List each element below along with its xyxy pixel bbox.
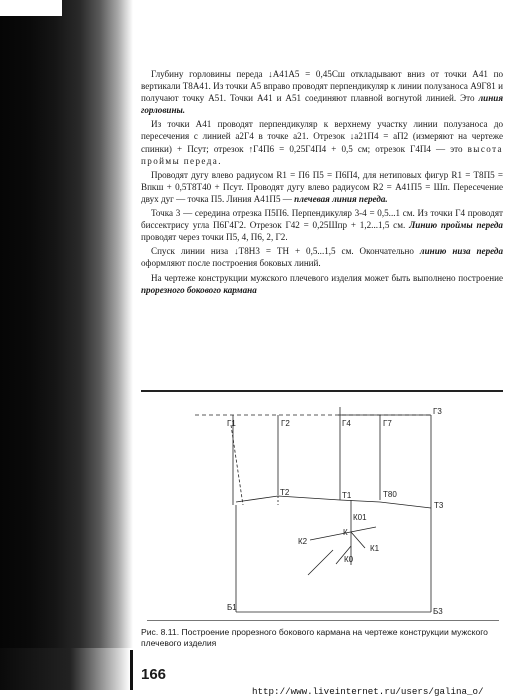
label-t1: Т1 xyxy=(342,491,352,500)
term-pocket: прорезного бокового кармана xyxy=(141,284,257,295)
label-g4: Г4 xyxy=(342,419,351,428)
term-hem-line: линию низа переда xyxy=(419,246,503,257)
scan-binding-shadow xyxy=(0,0,133,700)
paragraph-pocket: На чертеже конструкции мужского плечевого изделия может быть выполнено построение прорезного бокового кармана xyxy=(141,272,503,295)
label-g7: Г7 xyxy=(383,419,392,428)
paragraph-neck: Глубину горловины переда ↓А41А5 = 0,45Сш откладывают вниз от точки А41 по вертикали Т8А41. Из точки А5 вправо проводят перпендикуляр к линии полузаноса А9Г81 и получают точку А51. Точки А41 и А51 соединяют плавной вогнутой линией. Это линия горловины. xyxy=(141,69,503,116)
paragraph-shoulder: Проводят дугу влево радиусом R1 = П6 П5 = П6П4, для нетиповых фигур R1 = Т8П5 = Впкш + 0,5Т8Т40 + Псут. Проводят дугу влево радиусом R2 = А41П5 = Шп. Пересечение двух дуг — точка П5. Линия А41П5 — плечевая линия переда. xyxy=(141,169,503,204)
scan-margin-bottom xyxy=(0,690,140,700)
label-b3: Б3 xyxy=(433,607,443,616)
page-number-bar xyxy=(130,650,133,690)
label-b1: Б1 xyxy=(227,603,237,612)
term-armhole-line: Линию проймы переда xyxy=(409,220,503,231)
label-g2: Г2 xyxy=(281,419,290,428)
label-k0: К0 xyxy=(344,555,354,564)
label-k: К xyxy=(343,528,348,537)
figure-bottom-rule xyxy=(147,620,499,621)
term-neck-line: линия горловины. xyxy=(141,93,503,116)
label-g3: Г3 xyxy=(433,407,442,416)
term-shoulder-line: плечевая линия переда. xyxy=(294,193,388,204)
scan-margin-top xyxy=(0,0,62,16)
label-t2: Т2 xyxy=(280,488,290,497)
term-armhole-depth: высота проймы переда. xyxy=(141,143,503,166)
label-t3: Т3 xyxy=(434,501,444,510)
paragraph-hem: Спуск линии низа ↓Т8Н3 = ТН + 0,5...1,5 см. Окончательно линию низа переда оформляют после построения боковых линий. xyxy=(141,246,503,269)
label-k2: К2 xyxy=(298,537,308,546)
watermark-url: http://www.liveinternet.ru/users/galina_o/ xyxy=(252,686,484,697)
figure-caption: Рис. 8.11. Построение прорезного бокового кармана на чертеже конструкции мужского плечевого изделия xyxy=(141,627,488,648)
paragraph-armhole-depth: Из точки А41 проводят перпендикуляр к верхнему участку линии полузаноса до пересечения с линией а2Г4 в точке а21. Отрезок ↓а21П4 = аП2 (измеряют на чертеже спинки) + Псут; отрезок ↑Г4П6 = 0,25Г4П4 + 0,5 см; отрезок Г4П4 — это высота проймы переда. xyxy=(141,119,503,166)
paragraph-armhole: Точка 3 — середина отрезка П5П6. Перпендикуляр 3-4 = 0,5...1 см. Из точки Г4 проводят биссектрису угла П6Г4Г2. Отрезок Г42 = 0,25Шпр + 1,2...1,5 см. Линию проймы переда проводят через точки П5, 4, П6, 2, Г2. xyxy=(141,208,503,243)
label-k1: К1 xyxy=(370,544,380,553)
page-number: 166 xyxy=(141,666,167,683)
label-t80: Т80 xyxy=(383,490,397,499)
label-g1: Г1 xyxy=(227,419,236,428)
book-page xyxy=(133,0,511,700)
pocket-construction-diagram xyxy=(133,0,511,700)
label-k01: К01 xyxy=(353,513,367,522)
